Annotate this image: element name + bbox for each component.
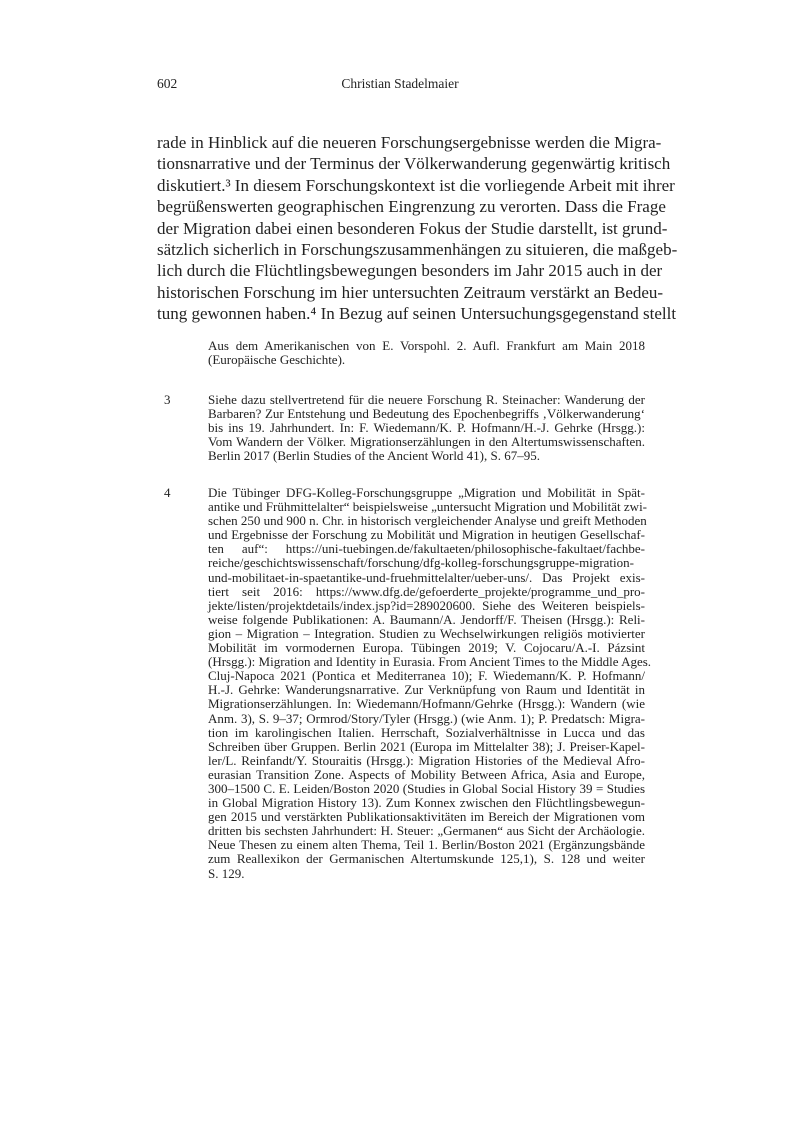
footnote-line: antike und Frühmittelalter“ beispielsweise „untersucht Migration und Mobilität zwi- [208, 499, 648, 515]
footnote-line: in Global Migration History 13). Zum Konnex zwischen den Flüchtlingsbewegun- [208, 795, 645, 811]
footnote-line: Die Tübinger DFG-Kolleg-Forschungsgruppe „Migration und Mobilität in Spät- [208, 485, 645, 500]
footnote-line: zum Reallexikon der Germanischen Altertumskunde 125,1), S. 128 und weiter [208, 851, 645, 867]
footnote-line: eurasian Transition Zone. Aspects of Mobility Between Africa, Asia and Europe, [208, 766, 645, 782]
footnote-text [208, 339, 645, 367]
body-line: sätzlich sicherlich in Forschungszusammenhängen zu situieren, die maßgeb- [157, 239, 678, 259]
footnote-number: 4 [164, 485, 171, 500]
body-line: historischen Forschung im hier untersuchten Zeitraum verstärkt an Bedeu- [157, 282, 664, 302]
footnote-line: Aus dem Amerikanischen von E. Vorspohl. 2. Aufl. Frankfurt am Main 2018 [208, 338, 645, 353]
footnote-3 [157, 393, 645, 463]
footnote-line: bis ins 19. Jahrhundert. In: F. Wiedemann/K. P. Hofmann/H.-J. Gehrke (Hrsgg.): [208, 420, 645, 436]
body-line: rade in Hinblick auf die neueren Forschungsergebnisse werden die Migra- [157, 133, 662, 152]
footnote-line: weise folgende Publikationen: A. Baumann/A. Jendorff/F. Theisen (Hrsgg.): Reli- [208, 611, 645, 627]
footnote-4 [157, 485, 652, 881]
footnote-line: jekte/listen/projektdetails/index.jsp?id=289020600. Siehe des Weiteren beispiels- [208, 597, 645, 613]
footnote-line: und Ergebnisse der Forschung zu Mobilität und Migration in heutigen Gesellschaf- [208, 527, 645, 543]
footnote-line: reiche/geschichtswissenschaft/forschung/dfg-kolleg-forschungsgruppe-migration- [208, 555, 634, 571]
footnote-text [208, 485, 652, 881]
footnote-line: Anm. 3), S. 9–37; Ormrod/Story/Tyler (Hrsgg.) (wie Anm. 1); P. Predatsch: Migra- [208, 710, 645, 726]
footnote-line: gen 2015 und verstärkten Publikationsaktivitäten im Bereich der Migrationen vom [208, 809, 645, 825]
body-line: der Migration dabei einen besonderen Fokus der Studie darstellt, ist grund- [157, 218, 668, 238]
page-number: 602 [157, 76, 178, 91]
body-text [157, 132, 678, 325]
footnote-line: ten auf“: https://uni-tuebingen.de/fakultaeten/philosophische-fakultaet/fachbe- [208, 541, 645, 557]
footnote-line: tion im karolingischen Italien. Herrschaft, Sozialverhältnisse in Lucca und das [208, 724, 645, 740]
footnote-line: gion – Migration – Integration. Studien zu Wechselwirkungen religiös motivierter [208, 625, 645, 641]
footnote-line: Migrationserzählungen. In: Wiedemann/Hofmann/Gehrke (Hrsgg.): Wandern (wie [208, 696, 645, 712]
footnote-line: Berlin 2017 (Berlin Studies of the Ancient World 41), S. 67–95. [208, 448, 540, 464]
footnote-number: 3 [164, 392, 171, 407]
footnote-line: 300–1500 C. E. Leiden/Boston 2020 (Studies in Global Social History 39 = Studies [208, 780, 645, 796]
footnote-line: tiert seit 2016: https://www.dfg.de/gefoerderte_projekte/programme_und_pro- [208, 583, 645, 599]
footnote-line: Barbaren? Zur Entstehung und Bedeutung des Epochenbegriffs ‚Völkerwanderung‘ [208, 406, 645, 422]
footnote-line: Neue Thesen zu einem alten Thema, Teil 1. Berlin/Boston 2021 (Ergänzungsbände [208, 837, 645, 853]
footnote-line: Siehe dazu stellvertretend für die neuere Forschung R. Steinacher: Wanderung der [208, 392, 645, 407]
footnote-line: H.-J. Gehrke: Wanderungsnarrative. Zur Verknüpfung von Raum und Identität in [208, 682, 645, 698]
footnote-line: (Hrsgg.): Migration and Identity in Eurasia. From Ancient Times to the Middle Ages. [208, 654, 652, 670]
running-head: Christian Stadelmaier [341, 76, 459, 91]
footnote-line: schen 250 und 900 n. Chr. in historisch vergleichender Analyse und greift Methoden [208, 513, 647, 529]
footnote-line: Schreiben über Gruppen. Berlin 2021 (Europa im Mittelalter 38); J. Preiser-Kapel- [208, 738, 645, 754]
footnote-line: Vom Wandern der Völker. Migrationserzählungen in den Altertumswissenschaften. [208, 434, 645, 450]
footnote-line: und-mobilitaet-in-spaetantike-und-fruehmittelalter/ueber-uns/. Das Projekt exis- [208, 569, 645, 585]
footnote-text [208, 393, 645, 463]
footnote-continuation [157, 339, 645, 367]
footnote-line: S. 129. [208, 865, 245, 881]
footnote-line: Cluj-Napoca 2021 (Pontica et Mediterranea 10); F. Wiedemann/K. P. Hofmann/ [208, 668, 645, 684]
body-line: begrüßenswerten geographischen Eingrenzung zu verorten. Dass die Frage [157, 197, 666, 217]
body-line: diskutiert.³ In diesem Forschungskontext ist die vorliegende Arbeit mit ihrer [157, 175, 675, 195]
footnote-line: dritten bis sechsten Jahrhundert: H. Steuer: „Germanen“ aus Sicht der Archäologie. [208, 823, 645, 839]
footnote-line: Mobilität im vormodernen Europa. Tübingen 2019; V. Cojocaru/A.-I. Pázsint [208, 640, 645, 656]
body-line: tionsnarrative und der Terminus der Völkerwanderung gegenwärtig kritisch [157, 154, 671, 174]
footnote-line: (Europäische Geschichte). [208, 352, 346, 368]
body-line: tung gewonnen haben.⁴ In Bezug auf seinen Untersuchungsgegenstand stellt [157, 304, 677, 324]
body-line: lich durch die Flüchtlingsbewegungen besonders im Jahr 2015 auch in der [157, 261, 663, 281]
footnote-line: ler/L. Reinfandt/Y. Stouraitis (Hrsgg.): Migration Histories of the Medieval Afro- [208, 752, 645, 768]
